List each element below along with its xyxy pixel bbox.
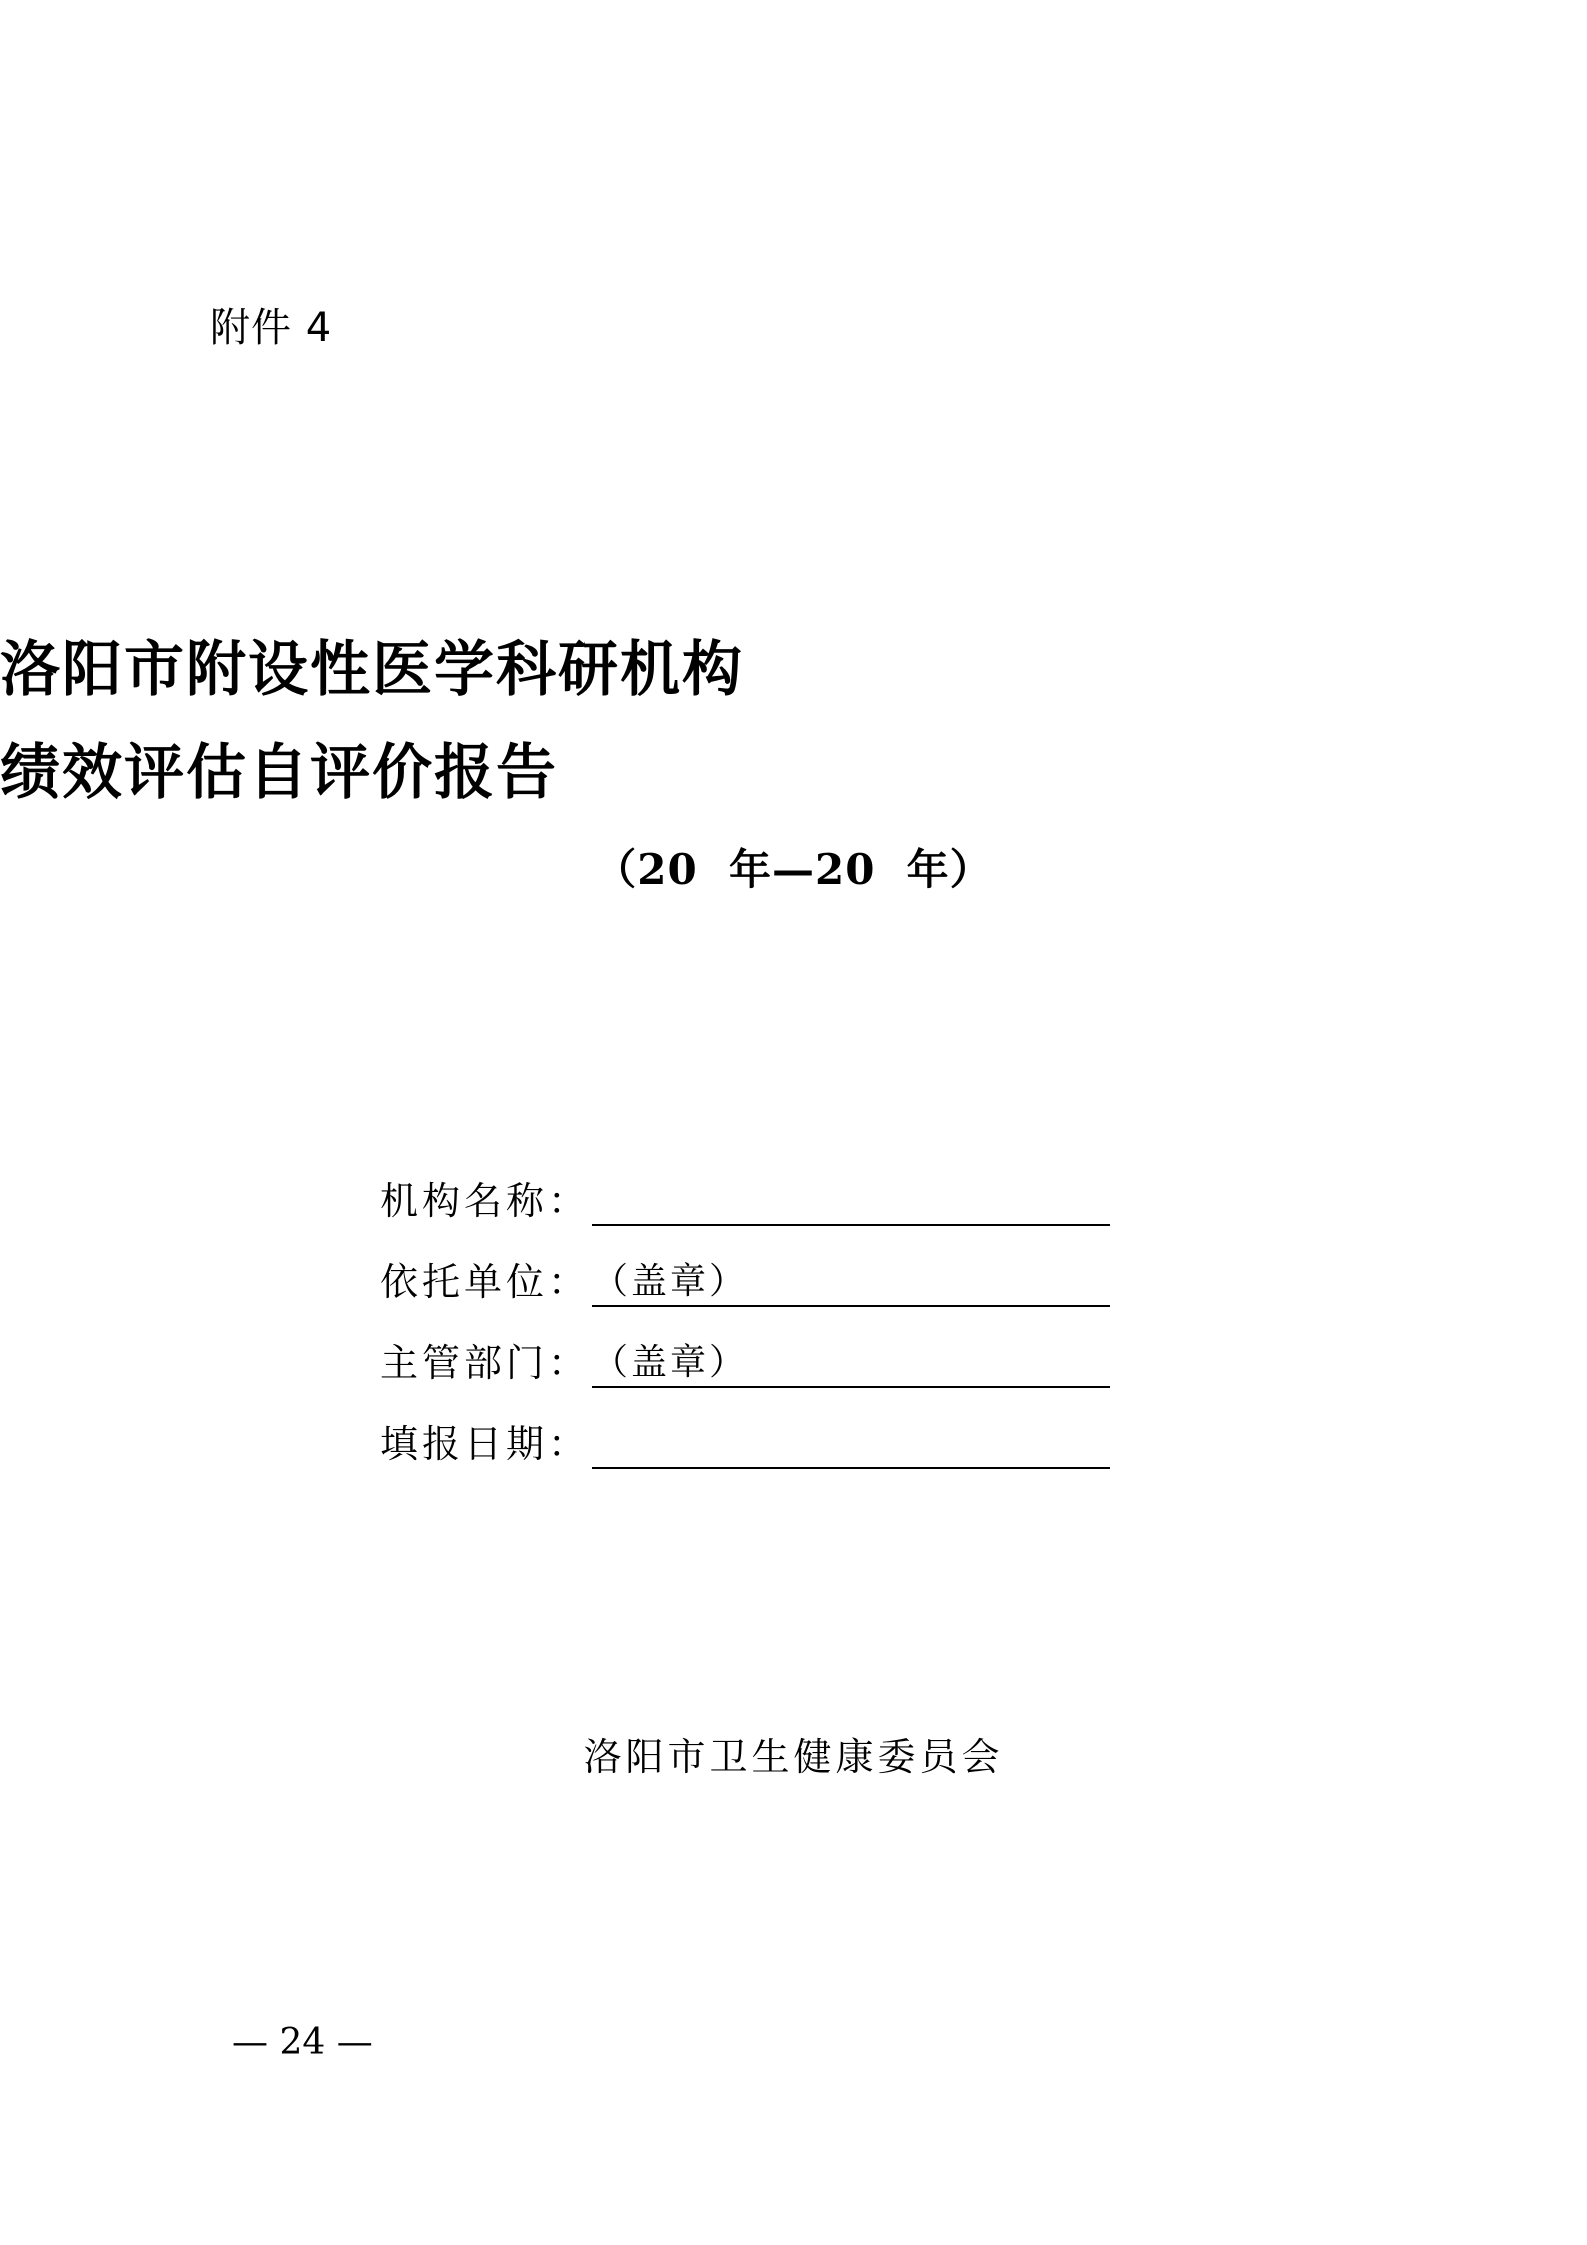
year-range: （20 年—20 年） <box>594 845 993 894</box>
form-row-host-unit <box>380 1251 1110 1307</box>
attachment-label: 附件 4 <box>210 305 333 351</box>
form-label: 机构名称： <box>380 1179 591 1223</box>
form-label: 主管部门： <box>380 1341 591 1385</box>
page-number: — 24 — <box>232 2022 373 2063</box>
institution-name-field[interactable] <box>592 1176 1110 1226</box>
form-row-filing-date <box>380 1413 1110 1469</box>
supervising-dept-field[interactable]: （盖章） <box>592 1338 1110 1388</box>
title-line-2: 绩效评估自评价报告 <box>0 738 558 808</box>
form-row-supervising-dept <box>380 1332 1110 1388</box>
issuer-name: 洛阳市卫生健康委员会 <box>583 1735 1004 1779</box>
form-label: 依托单位： <box>380 1260 591 1304</box>
form-row-institution-name <box>380 1170 1110 1226</box>
filing-date-field[interactable] <box>592 1419 1110 1469</box>
title-line-1: 洛阳市附设性医学科研机构 <box>0 635 744 705</box>
host-unit-field[interactable]: （盖章） <box>592 1257 1110 1307</box>
form-label: 填报日期： <box>380 1422 591 1466</box>
